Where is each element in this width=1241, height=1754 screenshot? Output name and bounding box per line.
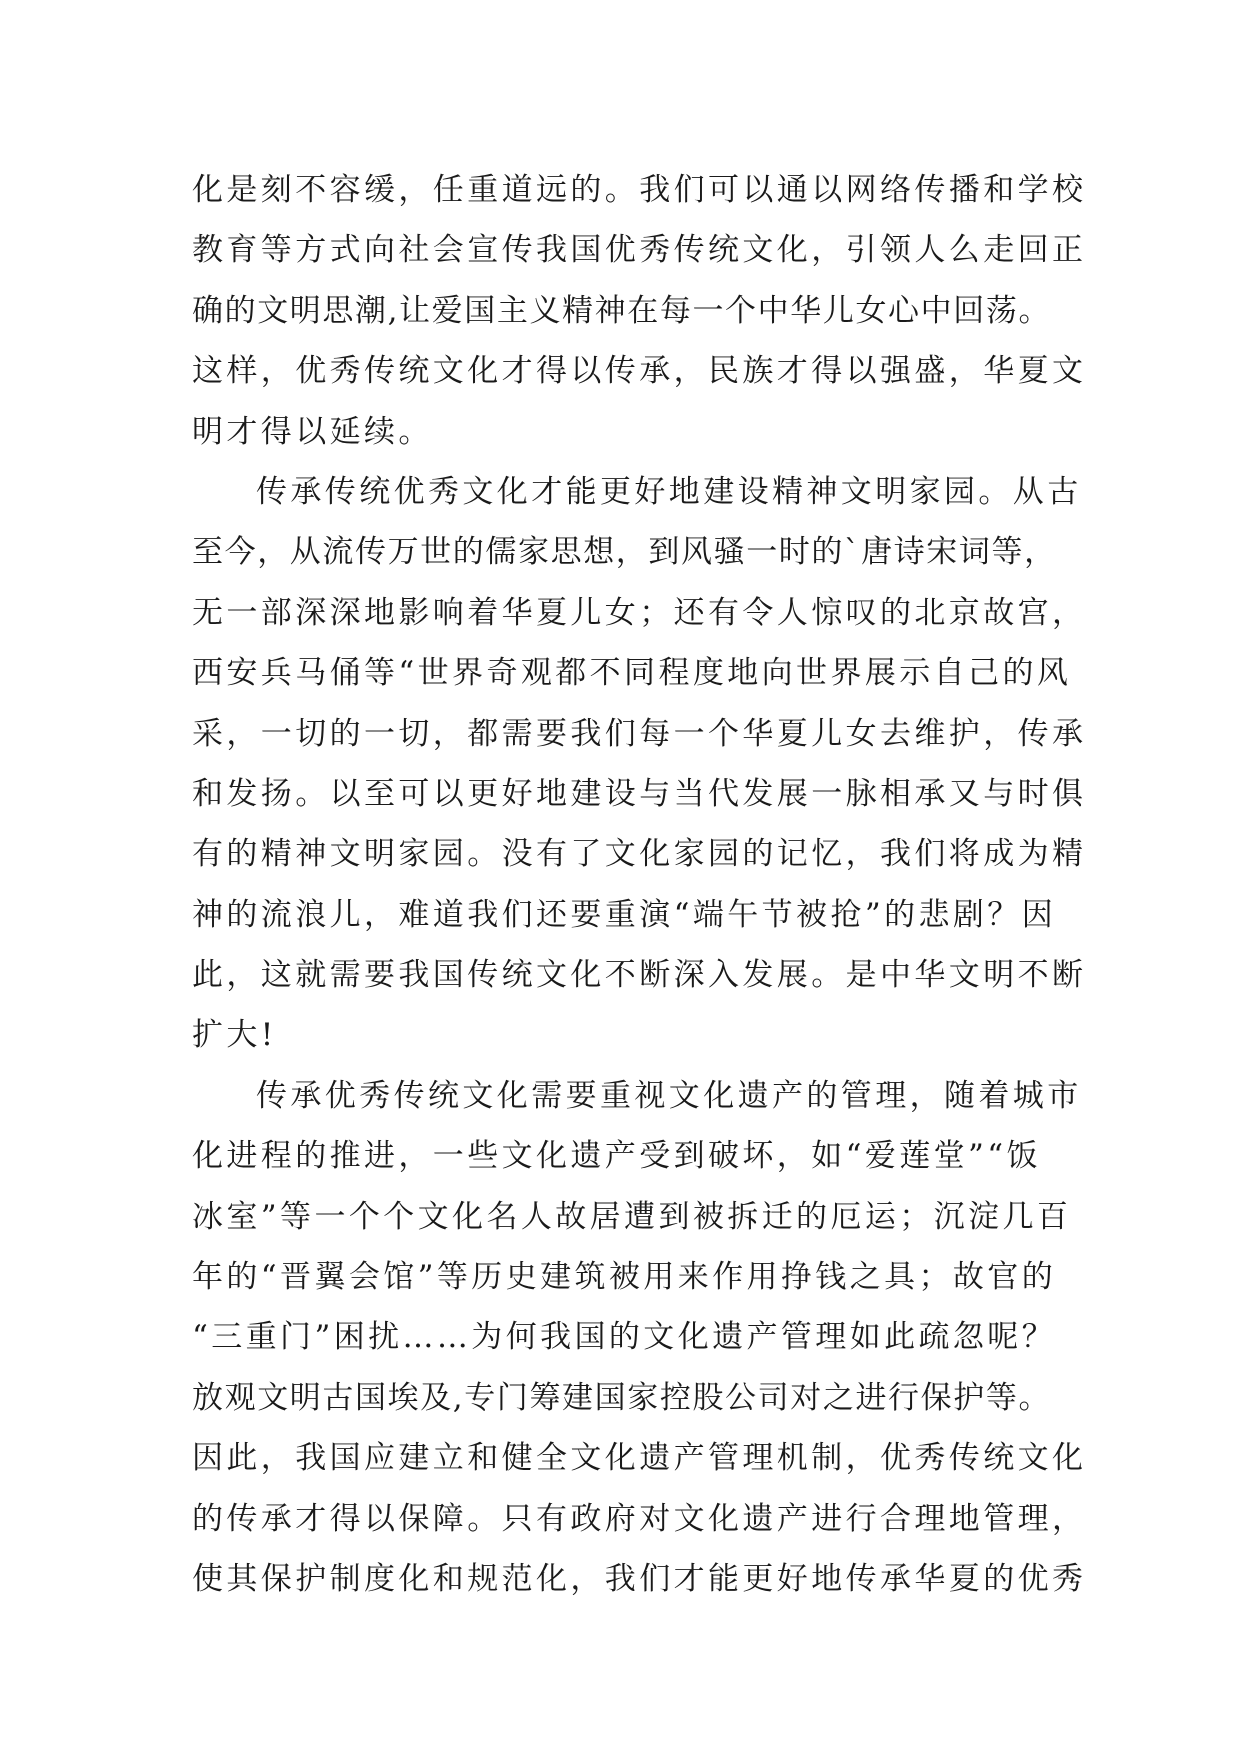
text-line: 这样，优秀传统文化才得以传承，民族才得以强盛，华夏文 [192,353,1087,390]
text-line: 采，一切的一切，都需要我们每一个华夏儿女去维护，传承 [192,715,1087,752]
text-line: 的传承才得以保障。只有政府对文化遗产进行合理地管理， [192,1500,1087,1537]
text-line: 扩大! [192,1017,277,1054]
text-line: 使其保护制度化和规范化，我们才能更好地传承华夏的优秀 [192,1560,1087,1597]
text-line: 因此，我国应建立和健全文化遗产管理机制，优秀传统文化 [192,1440,1087,1477]
text-line: 和发扬。以至可以更好地建设与当代发展一脉相承又与时俱 [192,775,1087,812]
text-line: 放观文明古国埃及,专门筹建国家控股公司对之进行保护等。 [192,1379,1052,1416]
text-line: “三重门”困扰……为何我国的文化遗产管理如此疏忽呢？ [192,1319,1057,1356]
text-line: 明才得以延续。 [192,413,433,450]
text-line: 无一部深深地影响着华夏儿女；还有令人惊叹的北京故宫， [192,594,1087,631]
text-line: 年的“晋翼会馆”等历史建筑被用来作用挣钱之具；故官的 [192,1259,1057,1296]
text-line: 确的文明思潮,让爱国主义精神在每一个中华儿女心中回荡。 [192,292,1052,329]
text-line: 神的流浪儿，难道我们还要重演“端午节被抢”的悲剧？因 [192,896,1057,933]
text-line: 有的精神文明家园。没有了文化家园的记忆，我们将成为精 [192,836,1087,873]
text-line: 此，这就需要我国传统文化不断深入发展。是中华文明不断 [192,957,1087,994]
text-line: 化是刻不容缓，任重道远的。我们可以通以网络传播和学校 [192,172,1087,208]
paragraph-first-line: 传承优秀传统文化需要重视文化遗产的管理，随着城市 [256,1077,1082,1114]
paragraph-first-line: 传承传统优秀文化才能更好地建设精神文明家园。从古 [256,473,1082,510]
text-line: 化进程的推进，一些文化遗产受到破坏，如“爱莲堂”“饭 [192,1138,1041,1175]
body-text [192,160,1092,1609]
text-line: 冰室”等一个个文化名人故居遭到被拆迁的厄运；沉淀几百 [192,1198,1072,1235]
text-line: 西安兵马俑等“世界奇观都不同程度地向世界展示自己的风 [192,655,1072,692]
text-line: 至今，从流传万世的儒家思想，到风骚一时的`唐诗宋词等， [192,534,1057,571]
text-line: 教育等方式向社会宣传我国优秀传统文化，引领人么走回正 [192,232,1087,269]
